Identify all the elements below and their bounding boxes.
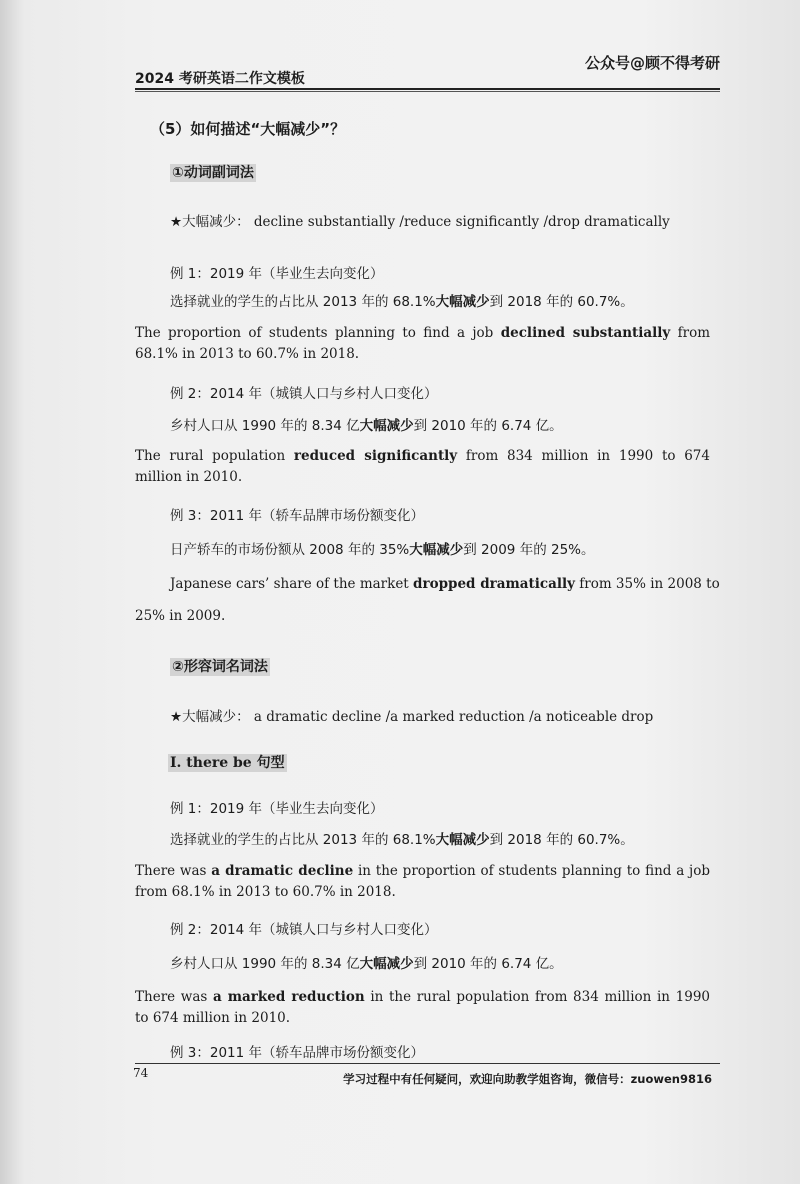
subsection-title-wrap bbox=[168, 752, 287, 772]
method1-title: ①动词副词法 bbox=[172, 165, 254, 181]
header-rule bbox=[135, 88, 720, 90]
page-number: 74 bbox=[133, 1066, 149, 1080]
example-cn-key: 大幅减少 bbox=[359, 956, 414, 972]
method2-title-wrap bbox=[170, 656, 270, 676]
example-cn bbox=[170, 952, 563, 972]
example-cn-key: 大幅减少 bbox=[409, 542, 464, 558]
example-en bbox=[135, 861, 710, 903]
example-cn-post: 到 2018 年的 60.7%。 bbox=[489, 832, 634, 848]
example-cn bbox=[170, 290, 634, 310]
example-en-post: from 68.1% in 2013 to 60.7% in 2018. bbox=[135, 325, 710, 362]
example-en-key: dropped dramatically bbox=[413, 576, 575, 592]
example-cn-key: 大幅减少 bbox=[359, 418, 414, 434]
example-cn-pre: 乡村人口从 1990 年的 8.34 亿 bbox=[170, 956, 360, 972]
subsection-title: I. there be 句型 bbox=[170, 755, 285, 771]
example-cn-post: 到 2009 年的 25%。 bbox=[463, 542, 595, 558]
example-label: 例 3：2011 年（轿车品牌市场份额变化） bbox=[170, 508, 425, 524]
example-cn-pre: 选择就业的学生的占比从 2013 年的 68.1% bbox=[170, 294, 436, 310]
example-label: 例 2：2014 年（城镇人口与乡村人口变化） bbox=[170, 922, 438, 938]
method2-title: ②形容词名词法 bbox=[172, 659, 268, 675]
example-cn bbox=[170, 414, 563, 434]
example-label: 例 3：2011 年（轿车品牌市场份额变化） bbox=[170, 1045, 425, 1061]
section-title: （5）如何描述“大幅减少”？ bbox=[150, 120, 346, 138]
example-label: 例 1：2019 年（毕业生去向变化） bbox=[170, 266, 384, 282]
example-en bbox=[135, 446, 710, 488]
example-en-post: from 35% in 2008 to bbox=[574, 576, 720, 592]
example-en-pre: Japanese cars’ share of the market bbox=[170, 576, 414, 592]
phrase-text: decline substantially /reduce significantly /drop dramatically bbox=[253, 214, 670, 230]
example-cn bbox=[170, 828, 634, 848]
example-cn-key: 大幅减少 bbox=[435, 294, 490, 310]
page-header bbox=[135, 50, 720, 90]
method2-phrase bbox=[170, 705, 653, 725]
example-en-key: a marked reduction bbox=[212, 989, 365, 1005]
example-cn-pre: 选择就业的学生的占比从 2013 年的 68.1% bbox=[170, 832, 436, 848]
example-cn-pre: 日产轿车的市场份额从 2008 年的 35% bbox=[170, 542, 410, 558]
example-en bbox=[135, 323, 710, 365]
example-cn-post: 到 2010 年的 6.74 亿。 bbox=[413, 418, 563, 434]
example-cn-post: 到 2018 年的 60.7%。 bbox=[489, 294, 634, 310]
example-en-post: in the rural population from 834 million in 1990 to 674 million in 2010. bbox=[135, 989, 710, 1026]
example-en-pre: The proportion of students planning to find a job bbox=[135, 325, 501, 341]
example-cn-pre: 乡村人口从 1990 年的 8.34 亿 bbox=[170, 418, 360, 434]
phrase-label: ★大幅减少： bbox=[170, 214, 250, 230]
example-en-key: reduced significantly bbox=[293, 448, 458, 464]
phrase-text: a dramatic decline /a marked reduction /a noticeable drop bbox=[253, 709, 654, 725]
footer-note: 学习过程中有任何疑问，欢迎向助教学姐咨询，微信号：zuowen9816 bbox=[343, 1072, 712, 1086]
example-en-key: a dramatic decline bbox=[211, 863, 354, 879]
example-label: 例 1：2019 年（毕业生去向变化） bbox=[170, 801, 384, 817]
example-en-post: from 834 million in 1990 to 674 million in 2010. bbox=[135, 448, 710, 485]
method1-title-wrap bbox=[170, 162, 256, 182]
example-en-pre: There was bbox=[135, 863, 212, 879]
phrase-label: ★大幅减少： bbox=[170, 709, 250, 725]
example-label: 例 2：2014 年（城镇人口与乡村人口变化） bbox=[170, 386, 438, 402]
example-en bbox=[170, 576, 720, 592]
example-cn-post: 到 2010 年的 6.74 亿。 bbox=[413, 956, 563, 972]
example-en-pre: There was bbox=[135, 989, 213, 1005]
account-name: 公众号@顾不得考研 bbox=[584, 54, 720, 72]
example-en-key: declined substantially bbox=[500, 325, 671, 341]
book-title: 2024 考研英语二作文模板 bbox=[135, 71, 305, 87]
example-cn bbox=[170, 538, 595, 558]
example-en bbox=[135, 987, 710, 1029]
header-rule-thin bbox=[135, 91, 720, 92]
example-en-post: in the proportion of students planning to find a job from 68.1% in 2013 to 60.7% in 2018. bbox=[135, 863, 710, 900]
method1-phrase bbox=[170, 210, 670, 230]
example-en-line2: 25% in 2009. bbox=[135, 608, 226, 624]
example-cn-key: 大幅减少 bbox=[435, 832, 490, 848]
footer-rule bbox=[135, 1063, 720, 1064]
example-en-pre: The rural population bbox=[135, 448, 294, 464]
